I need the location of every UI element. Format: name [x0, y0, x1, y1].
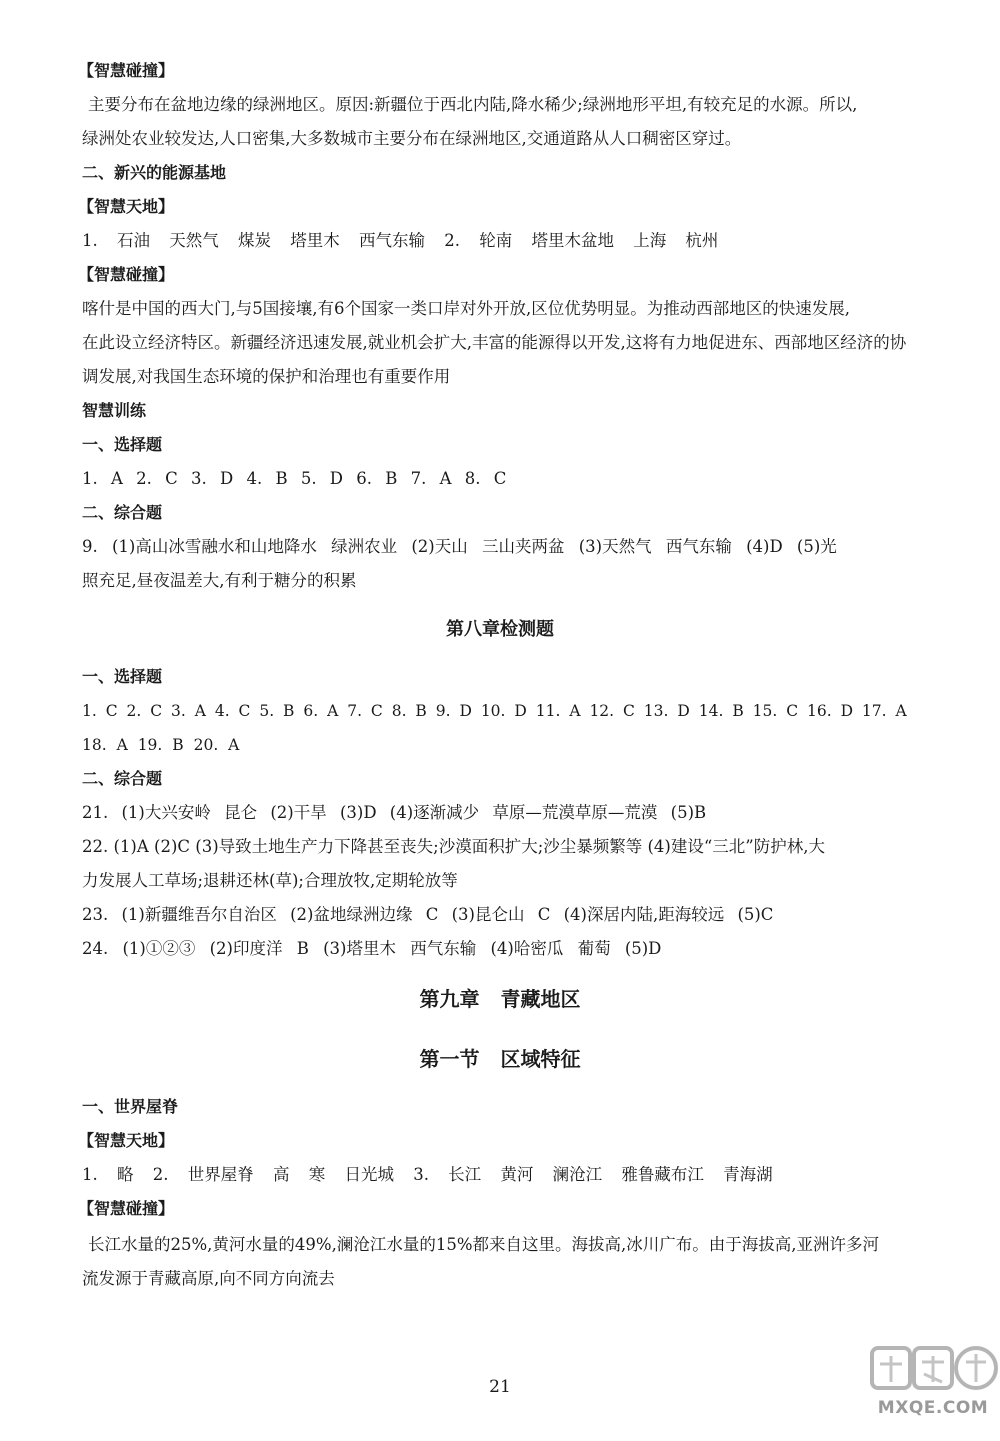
section-title: 第一节 区域特征 [419, 1047, 581, 1071]
page-number: 21 [489, 1377, 511, 1397]
answer-line: 18. A 19. B 20. A [82, 736, 240, 754]
watermark [866, 1340, 1000, 1441]
paragraph-line: 绿洲处农业较发达,人口密集,大多数城市主要分布在绿洲地区,交通道路从人口稠密区穿过。 [82, 129, 742, 148]
answer-line: 力发展人工草场;退耕还林(草);合理放牧,定期轮放等 [82, 871, 458, 890]
paragraph-line: 长江水量的25%,黄河水量的49%,澜沧江水量的15%都来自这里。海拔高,冰川广布。由于海拔高,亚洲许多河 [88, 1235, 880, 1254]
answer-line: 1. A 2. C 3. D 4. B 5. D 6. B 7. A 8. C [82, 469, 507, 488]
chapter-test-title: 第八章检测题 [446, 619, 554, 640]
section-heading: 二、综合题 [82, 769, 163, 788]
section-label: 【智慧天地】 [78, 1131, 175, 1150]
paragraph-line: 在此设立经济特区。新疆经济迅速发展,就业机会扩大,丰富的能源得以开发,这将有力地促进东、西部地区经济的协 [82, 333, 907, 352]
section-heading: 一、选择题 [82, 667, 163, 686]
section-heading: 智慧训练 [82, 401, 147, 420]
answer-line: 23. (1)新疆维吾尔自治区 (2)盆地绿洲边缘 C (3)昆仑山 C (4)深居内陆,距海较远 (5)C [82, 905, 774, 924]
section-label: 【智慧碰撞】 [78, 61, 175, 80]
watermark-logo-icon [866, 1340, 1000, 1400]
answer-line: 22. (1)A (2)C (3)导致土地生产力下降甚至丧失;沙漠面积扩大;沙尘暴频繁等 (4)建设“三北”防护林,大 [82, 837, 825, 856]
answer-line: 24. (1)①②③ (2)印度洋 B (3)塔里木 西气东输 (4)哈密瓜 葡萄 (5)D [82, 939, 662, 958]
paragraph-line: 流发源于青藏高原,向不同方向流去 [82, 1269, 335, 1288]
section-heading: 一、选择题 [82, 435, 163, 454]
section-label: 【智慧碰撞】 [78, 1199, 175, 1218]
answer-line: 21. (1)大兴安岭 昆仑 (2)干旱 (3)D (4)逐渐减少 草原—荒漠草原—荒漠 (5)B [82, 803, 707, 822]
paragraph-line: 喀什是中国的西大门,与5国接壤,有6个国家一类口岸对外开放,区位优势明显。为推动西部地区的快速发展, [82, 299, 850, 318]
answer-line: 1. 略 2. 世界屋脊 高 寒 日光城 3. 长江 黄河 澜沧江 雅鲁藏布江 青海湖 [82, 1165, 773, 1184]
answer-line: 1. C 2. C 3. A 4. C 5. B 6. A 7. C 8. B 9. D 10. D 11. A 12. C 13. D 14. B 15. C 16. D 17. A [82, 702, 907, 720]
section-label: 【智慧天地】 [78, 197, 175, 216]
answer-line: 1. 石油 天然气 煤炭 塔里木 西气东输 2. 轮南 塔里木盆地 上海 杭州 [82, 231, 719, 250]
chapter-title: 第九章 青藏地区 [419, 987, 581, 1011]
paragraph-line: 主要分布在盆地边缘的绿洲地区。原因:新疆位于西北内陆,降水稀少;绿洲地形平坦,有较充足的水源。所以, [88, 95, 858, 114]
answer-line: 9. (1)高山冰雪融水和山地降水 绿洲农业 (2)天山 三山夹两盆 (3)天然气 西气东输 (4)D (5)光 [82, 537, 837, 556]
section-heading: 二、新兴的能源基地 [82, 163, 227, 182]
paragraph-line: 调发展,对我国生态环境的保护和治理也有重要作用 [82, 367, 451, 386]
watermark-url: MXQE.COM [877, 1398, 989, 1418]
section-heading: 一、世界屋脊 [82, 1097, 179, 1116]
answer-line: 照充足,昼夜温差大,有利于糖分的积累 [82, 571, 357, 590]
section-label: 【智慧碰撞】 [78, 265, 175, 284]
section-heading: 二、综合题 [82, 503, 163, 522]
